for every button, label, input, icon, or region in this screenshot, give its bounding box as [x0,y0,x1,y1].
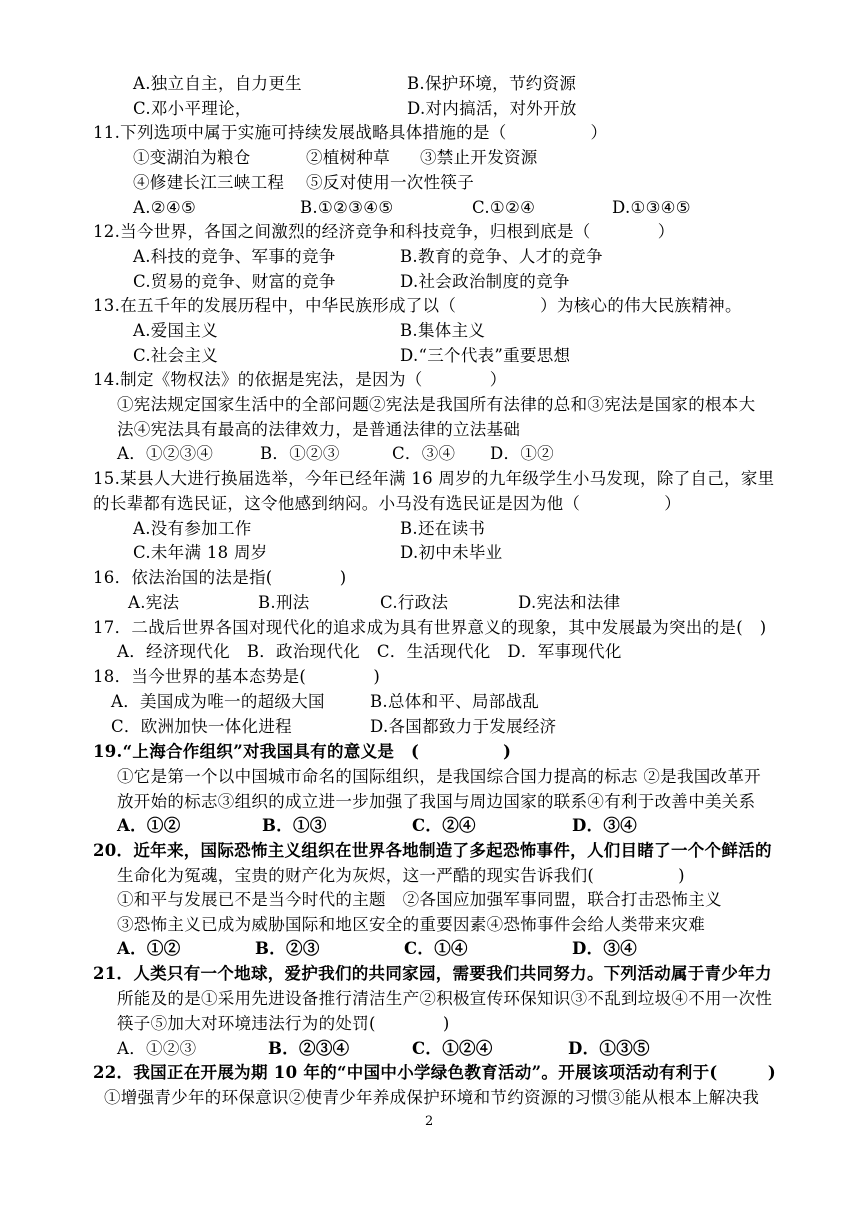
q14-option-d: D．①② [490,444,554,463]
page-number: 2 [425,1114,434,1129]
q19-stem: 19.“上海合作组织”对我国具有的意义是 ( ) [93,742,512,761]
q11-item-4: ④修建长江三峡工程 [133,173,285,192]
q10-option-a: A.独立自主，自力更生 [133,74,302,93]
q12-stem: 12.当今世界，各国之间激烈的经济竞争和科技竞争，归根到底是（ ） [93,222,675,241]
q18-option-d: D.各国都致力于发展经济 [370,717,557,736]
q13-stem: 13.在五千年的发展历程中，中华民族形成了以（ ）为核心的伟大民族精神。 [93,296,742,315]
q17-stem: 17．二战后世界各国对现代化的追求成为具有世界意义的现象，其中发展最为突出的是( ) [93,618,767,637]
q10-option-b: B.保护环境，节约资源 [407,74,577,93]
q20-option-a: A．①② [117,939,181,958]
q16-option-d: D.宪法和法律 [518,593,621,612]
q11-item-5: ⑤反对使用一次性筷子 [306,173,474,192]
q20-option-b: B．②③ [255,939,320,958]
q18-option-a: A．美国成为唯一的超级大国 [111,692,325,711]
q15-option-b: B.还在读书 [400,519,486,538]
q17-options: A．经济现代化 B．政治现代化 C．生活现代化 D．军事现代化 [117,642,622,661]
q11-item-3: ③禁止开发资源 [420,148,538,167]
q19-option-d: D．③④ [572,816,638,835]
q20-stem-line-2: 生命化为冤魂，宝贵的财产化为灰烬，这一严酷的现实告诉我们( ) [117,866,685,885]
q19-option-a: A．①② [117,816,181,835]
q14-option-c: C．③④ [392,444,456,463]
q15-option-a: A.没有参加工作 [133,519,252,538]
q14-option-a: A．①②③④ [117,444,214,463]
q21-stem-line-2: 所能及的是①采用先进设备推行清洁生产②积极宣传环保知识③不乱到垃圾④不用一次性 [117,989,773,1008]
q12-option-a: A.科技的竞争、军事的竞争 [133,247,336,266]
q10-option-d: D.对内搞活，对外开放 [407,99,577,118]
q16-option-c: C.行政法 [380,593,449,612]
q21-option-c: C．①②④ [412,1039,493,1058]
q21-option-d: D．①③⑤ [568,1039,650,1058]
q22-line-2: ①增强青少年的环保意识②使青少年养成保护环境和节约资源的习惯③能从根本上解决我 [104,1088,760,1107]
q11-item-2: ②植树种草 [306,148,390,167]
q11-item-1: ①变湖泊为粮仓 [133,148,251,167]
q11-option-d: D.①③④⑤ [612,198,691,217]
q14-option-b: B．①②③ [260,444,340,463]
q13-option-d: D.“三个代表”重要思想 [400,346,571,365]
q19-line-2: 放开始的标志③组织的成立进一步加强了我国与周边国家的联系④有利于改善中美关系 [117,792,756,811]
q11-option-a: A.②④⑤ [133,198,197,217]
q20-line-3: ①和平与发展已不是当今时代的主题 ②各国应加强军事同盟，联合打击恐怖主义 [117,890,722,909]
q21-option-a: A．①②③ [117,1039,197,1058]
q21-stem-line-3: 筷子⑤加大对环境违法行为的处罚( ) [117,1014,450,1033]
q16-stem: 16．依法治国的法是指( ) [93,568,347,587]
q14-line-2: 法④宪法具有最高的法律效力，是普通法律的立法基础 [117,420,521,439]
q15-option-d: D.初中未毕业 [400,543,503,562]
q18-stem: 18．当今世界的基本态势是( ) [93,667,381,686]
q12-option-b: B.教育的竞争、人才的竞争 [400,247,603,266]
q20-stem-line-1: 20．近年来，国际恐怖主义组织在世界各地制造了多起恐怖事件，人们目睹了一个个鲜活的 [93,841,772,860]
q15-stem-line-1: 15.某县人大进行换届选举，今年已经年满 16 周岁的九年级学生小马发现，除了自己，家里 [93,469,775,488]
q19-option-c: C．②④ [412,816,476,835]
q13-option-b: B.集体主义 [400,321,486,340]
q11-stem: 11.下列选项中属于实施可持续发展战略具体措施的是（ ） [93,123,608,142]
q18-option-c: C．欧洲加快一体化进程 [111,717,292,736]
q15-option-c: C.未年满 18 周岁 [133,543,268,562]
q20-option-c: C．①④ [404,939,468,958]
q12-option-d: D.社会政治制度的竞争 [400,272,570,291]
q20-line-4: ③恐怖主义已成为威胁国际和地区安全的重要因素④恐怖事件会给人类带来灾难 [117,915,705,934]
q10-option-c: C.邓小平理论， [133,99,252,118]
q16-option-a: A.宪法 [128,593,180,612]
q19-line-1: ①它是第一个以中国城市命名的国际组织，是我国综合国力提高的标志 ②是我国改革开 [117,767,761,786]
q12-option-c: C.贸易的竞争、财富的竞争 [133,272,336,291]
q20-option-d: D．③④ [572,939,638,958]
q21-option-b: B．②③④ [268,1039,350,1058]
q22-stem-line-1: 22．我国正在开展为期 10 年的“中国中小学绿色教育活动”。开展该项活动有利于( ) [93,1063,777,1082]
q14-line-1: ①宪法规定国家生活中的全部问题②宪法是我国所有法律的总和③宪法是国家的根本大 [117,395,756,414]
q16-option-b: B.刑法 [258,593,310,612]
q11-option-c: C.①②④ [472,198,536,217]
q18-option-b: B.总体和平、局部战乱 [370,692,540,711]
q15-stem-line-2: 的长辈都有选民证，这令他感到纳闷。小马没有选民证是因为他（ ） [93,494,681,513]
q11-option-b: B.①②③④⑤ [300,198,394,217]
q13-option-a: A.爱国主义 [133,321,218,340]
q21-stem-line-1: 21．人类只有一个地球，爱护我们的共同家园，需要我们共同努力。下列活动属于青少年力 [93,964,772,983]
q19-option-b: B．①③ [262,816,327,835]
q13-option-c: C.社会主义 [133,346,219,365]
q14-stem: 14.制定《物权法》的依据是宪法，是因为（ ） [93,370,507,389]
